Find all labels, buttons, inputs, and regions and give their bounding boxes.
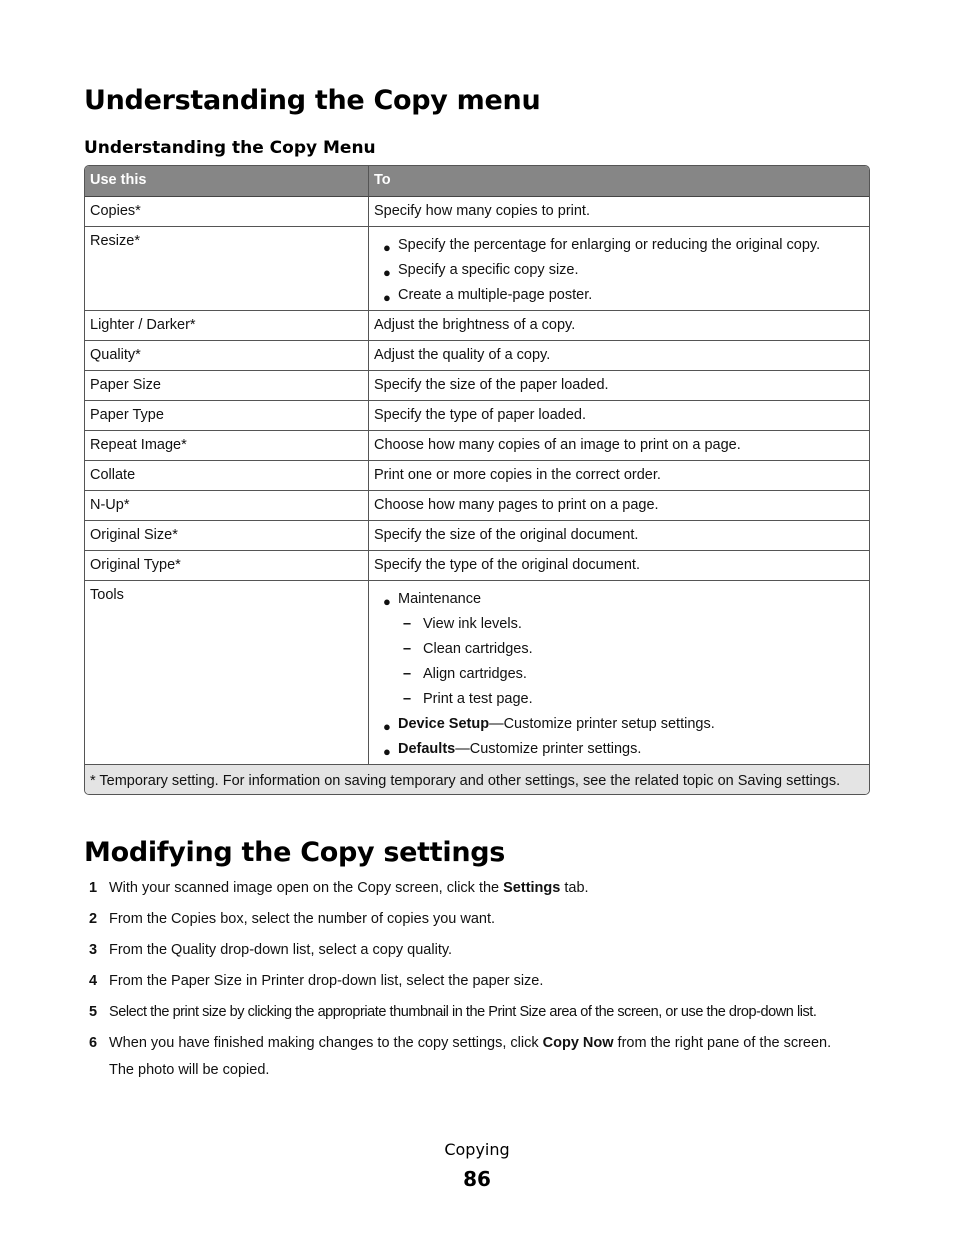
row-setting: Collate (85, 461, 368, 491)
table-row (85, 401, 869, 431)
step-item: 4 From the Paper Size in Printer drop-down list, select the paper size. (89, 973, 544, 989)
table-row (85, 461, 869, 491)
row-description: Print one or more copies in the correct order. (368, 461, 869, 491)
bullet-icon: ● (383, 744, 391, 759)
footer-section-name: Copying (444, 1140, 510, 1159)
row-setting: Lighter / Darker* (85, 311, 368, 341)
dash-icon: – (403, 691, 412, 707)
bullet-icon: ● (383, 719, 391, 734)
header-to: To (368, 166, 869, 197)
row-description: Adjust the brightness of a copy. (368, 311, 869, 341)
bullet-icon: ● (383, 265, 391, 280)
row-description: Specify the type of paper loaded. (368, 401, 869, 431)
bullet-icon: ● (383, 290, 391, 305)
row-setting: Resize* (85, 227, 368, 311)
step-result: The photo will be copied. (109, 1062, 270, 1078)
list-item: – Print a test page. (403, 691, 533, 707)
row-setting: Paper Type (85, 401, 368, 431)
row-setting: Quality* (85, 341, 368, 371)
step-item: 6 When you have finished making changes to the copy settings, click Copy Now from the right pane of the screen. The photo will be copied. (84, 1033, 874, 1080)
copy-menu-table (84, 165, 870, 795)
bullet-list (374, 235, 864, 310)
row-description: Specify how many copies to print. (368, 197, 869, 227)
table-title: Understanding the Copy Menu (84, 138, 376, 158)
list-item-device-setup: ● Device Setup—Customize printer setup settings. (374, 714, 864, 739)
header-use-this: Use this (85, 166, 368, 197)
list-item: – View ink levels. (403, 616, 522, 632)
row-setting: Copies* (85, 197, 368, 227)
page-number: 86 (463, 1167, 491, 1191)
step-item: 3 From the Quality drop-down list, select a copy quality. (89, 942, 453, 958)
row-description: Specify the type of the original document. (368, 551, 869, 581)
section-title: Modifying the Copy settings (84, 837, 506, 868)
row-description: Specify the size of the original document. (368, 521, 869, 551)
table-row (85, 227, 869, 311)
tools-list (374, 589, 864, 764)
maintenance-sublist (398, 614, 864, 714)
table-row (85, 311, 869, 341)
list-item: – Align cartridges. (403, 666, 527, 682)
row-description: Adjust the quality of a copy. (368, 341, 869, 371)
table-row (85, 491, 869, 521)
row-setting: Repeat Image* (85, 431, 368, 461)
row-setting: Paper Size (85, 371, 368, 401)
row-description (368, 227, 869, 311)
row-setting: N-Up* (85, 491, 368, 521)
table-row (85, 341, 869, 371)
row-description: Choose how many pages to print on a page. (368, 491, 869, 521)
row-setting: Original Size* (85, 521, 368, 551)
table-row (85, 551, 869, 581)
page-title: Understanding the Copy menu (84, 85, 541, 116)
table-row (85, 371, 869, 401)
steps-list (84, 878, 874, 1091)
table-row (85, 521, 869, 551)
table-row (85, 581, 869, 765)
list-item-maintenance: ● Maintenance – View ink levels. – Clean cartridges. – Align cartridges. – Print a test page. (374, 589, 864, 714)
list-item: – Clean cartridges. (403, 641, 533, 657)
list-item: ● Specify the percentage for enlarging or reducing the original copy. (374, 235, 864, 260)
bullet-icon: ● (383, 240, 391, 255)
row-description: Specify the size of the paper loaded. (368, 371, 869, 401)
dash-icon: – (403, 641, 412, 657)
row-description: Choose how many copies of an image to print on a page. (368, 431, 869, 461)
table-footnote: * Temporary setting. For information on saving temporary and other settings, see the related topic on Saving settings. (85, 765, 869, 794)
bullet-icon: ● (383, 594, 391, 609)
dash-icon: – (403, 666, 412, 682)
list-item: ● Create a multiple-page poster. (374, 285, 864, 310)
table-row (85, 431, 869, 461)
row-setting: Original Type* (85, 551, 368, 581)
table-footnote-row (85, 765, 869, 794)
step-item: 5 Select the print size by clicking the appropriate thumbnail in the Print Size area of the screen, or use the drop-down list. (89, 1004, 817, 1020)
list-item-defaults: ● Defaults—Customize printer settings. (374, 739, 864, 764)
dash-icon: – (403, 616, 412, 632)
table-header-row (85, 166, 869, 197)
row-setting: Tools (85, 581, 368, 765)
step-item: 1 With your scanned image open on the Copy screen, click the Settings tab. (89, 880, 589, 896)
step-item: 2 From the Copies box, select the number of copies you want. (89, 911, 496, 927)
list-item: ● Specify a specific copy size. (374, 260, 864, 285)
row-description (368, 581, 869, 765)
table-row (85, 197, 869, 227)
